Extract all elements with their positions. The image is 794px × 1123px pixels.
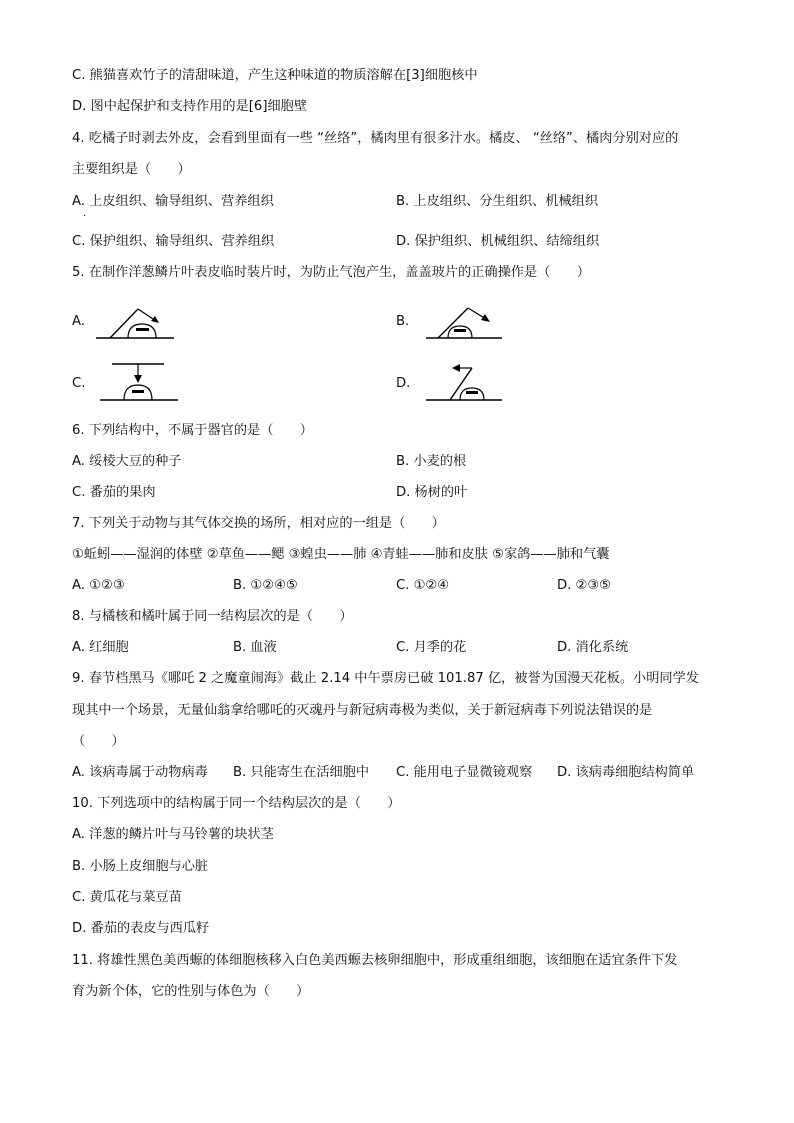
q10-option-c: C. 黄瓜花与菜豆苗 <box>72 890 182 905</box>
q11-stem-line2: 育为新个体，它的性别与体色为（ ） <box>72 984 310 999</box>
q6-option-c: C. 番茄的果肉 <box>72 485 156 500</box>
q5-option-d-diagram <box>424 360 504 404</box>
q10-stem: 10. 下列选项中的结构属于同一个结构层次的是（ ） <box>72 796 401 811</box>
q4-option-d: D. 保护组织、机械组织、结缔组织 <box>396 234 600 249</box>
q9-option-c: C. 能用电子显微镜观察 <box>396 765 533 780</box>
q8-option-c: C. 月季的花 <box>396 640 467 655</box>
q7-option-d: D. ②③⑤ <box>557 578 612 593</box>
q6-option-b: B. 小麦的根 <box>396 454 467 469</box>
q4-stem-line2: 主要组织是（ ） <box>72 162 191 177</box>
q5-option-b-diagram <box>424 300 504 342</box>
q7-items: ①蚯蚓——湿润的体壁 ②草鱼——鳃 ③蝗虫——肺 ④青蛙——肺和皮肤 ⑤家鸽——肺和气囊 <box>72 547 610 562</box>
q7-option-a: A. ①②③ <box>72 578 125 593</box>
q6-option-a: A. 绥棱大豆的种子 <box>72 454 182 469</box>
q3-option-d: D. 图中起保护和支持作用的是[6]细胞壁 <box>72 99 308 114</box>
q5-option-b-label: B. <box>396 314 410 329</box>
q9-stem-line1: 9. 春节档黑马《哪吒 2 之魔童闹海》截止 2.14 中午票房已破 101.87 亿，被誉为国漫天花板。小明同学发 <box>72 671 699 686</box>
q10-option-b: B. 小肠上皮细胞与心脏 <box>72 859 209 874</box>
q7-option-c: C. ①②④ <box>396 578 450 593</box>
q10-option-a: A. 洋葱的鳞片叶与马铃薯的块状茎 <box>72 827 274 842</box>
q4-option-a: A. 上皮组织、输导组织、营养组织 <box>72 194 274 209</box>
stray-dot: . <box>83 208 87 219</box>
q8-stem: 8. 与橘核和橘叶属于同一结构层次的是（ ） <box>72 609 353 624</box>
q5-option-a-diagram <box>94 300 176 342</box>
q8-option-b: B. 血液 <box>233 640 277 655</box>
q6-stem: 6. 下列结构中，不属于器官的是（ ） <box>72 423 313 438</box>
q10-option-d: D. 番茄的表皮与西瓜籽 <box>72 921 210 936</box>
q6-option-d: D. 杨树的叶 <box>396 485 468 500</box>
q8-option-d: D. 消化系统 <box>557 640 629 655</box>
q7-option-b: B. ①②④⑤ <box>233 578 298 593</box>
q5-option-c-label: C. <box>72 376 86 391</box>
q9-stem-line3: （ ） <box>72 734 125 749</box>
q7-stem: 7. 下列关于动物与其气体交换的场所，相对应的一组是（ ） <box>72 516 445 531</box>
q5-option-d-label: D. <box>396 376 411 391</box>
q5-option-c-diagram <box>98 358 180 404</box>
q8-option-a: A. 红细胞 <box>72 640 129 655</box>
q9-option-a: A. 该病毒属于动物病毒 <box>72 765 208 780</box>
q9-option-b: B. 只能寄生在活细胞中 <box>233 765 370 780</box>
q4-stem-line1: 4. 吃橘子时剥去外皮，会看到里面有一些 “丝络”，橘肉里有很多汁水。橘皮、 “丝络”、橘肉分别对应的 <box>72 131 679 146</box>
q9-stem-line2: 现其中一个场景，无量仙翁拿给哪吒的灭魂丹与新冠病毒极为类似，关于新冠病毒下列说法错误的是 <box>72 703 653 718</box>
q5-option-a-label: A. <box>72 314 85 329</box>
q11-stem-line1: 11. 将雄性黑色美西螈的体细胞核移入白色美西螈去核卵细胞中，形成重组细胞，该细胞在适宜条件下发 <box>72 953 678 968</box>
q4-option-b: B. 上皮组织、分生组织、机械组织 <box>396 194 599 209</box>
q9-option-d: D. 该病毒细胞结构简单 <box>557 765 695 780</box>
q3-option-c: C. 熊猫喜欢竹子的清甜味道，产生这种味道的物质溶解在[3]细胞核中 <box>72 68 478 83</box>
q5-stem: 5. 在制作洋葱鳞片叶表皮临时装片时，为防止气泡产生，盖盖玻片的正确操作是（ ） <box>72 265 590 280</box>
q4-option-c: C. 保护组织、输导组织、营养组织 <box>72 234 275 249</box>
